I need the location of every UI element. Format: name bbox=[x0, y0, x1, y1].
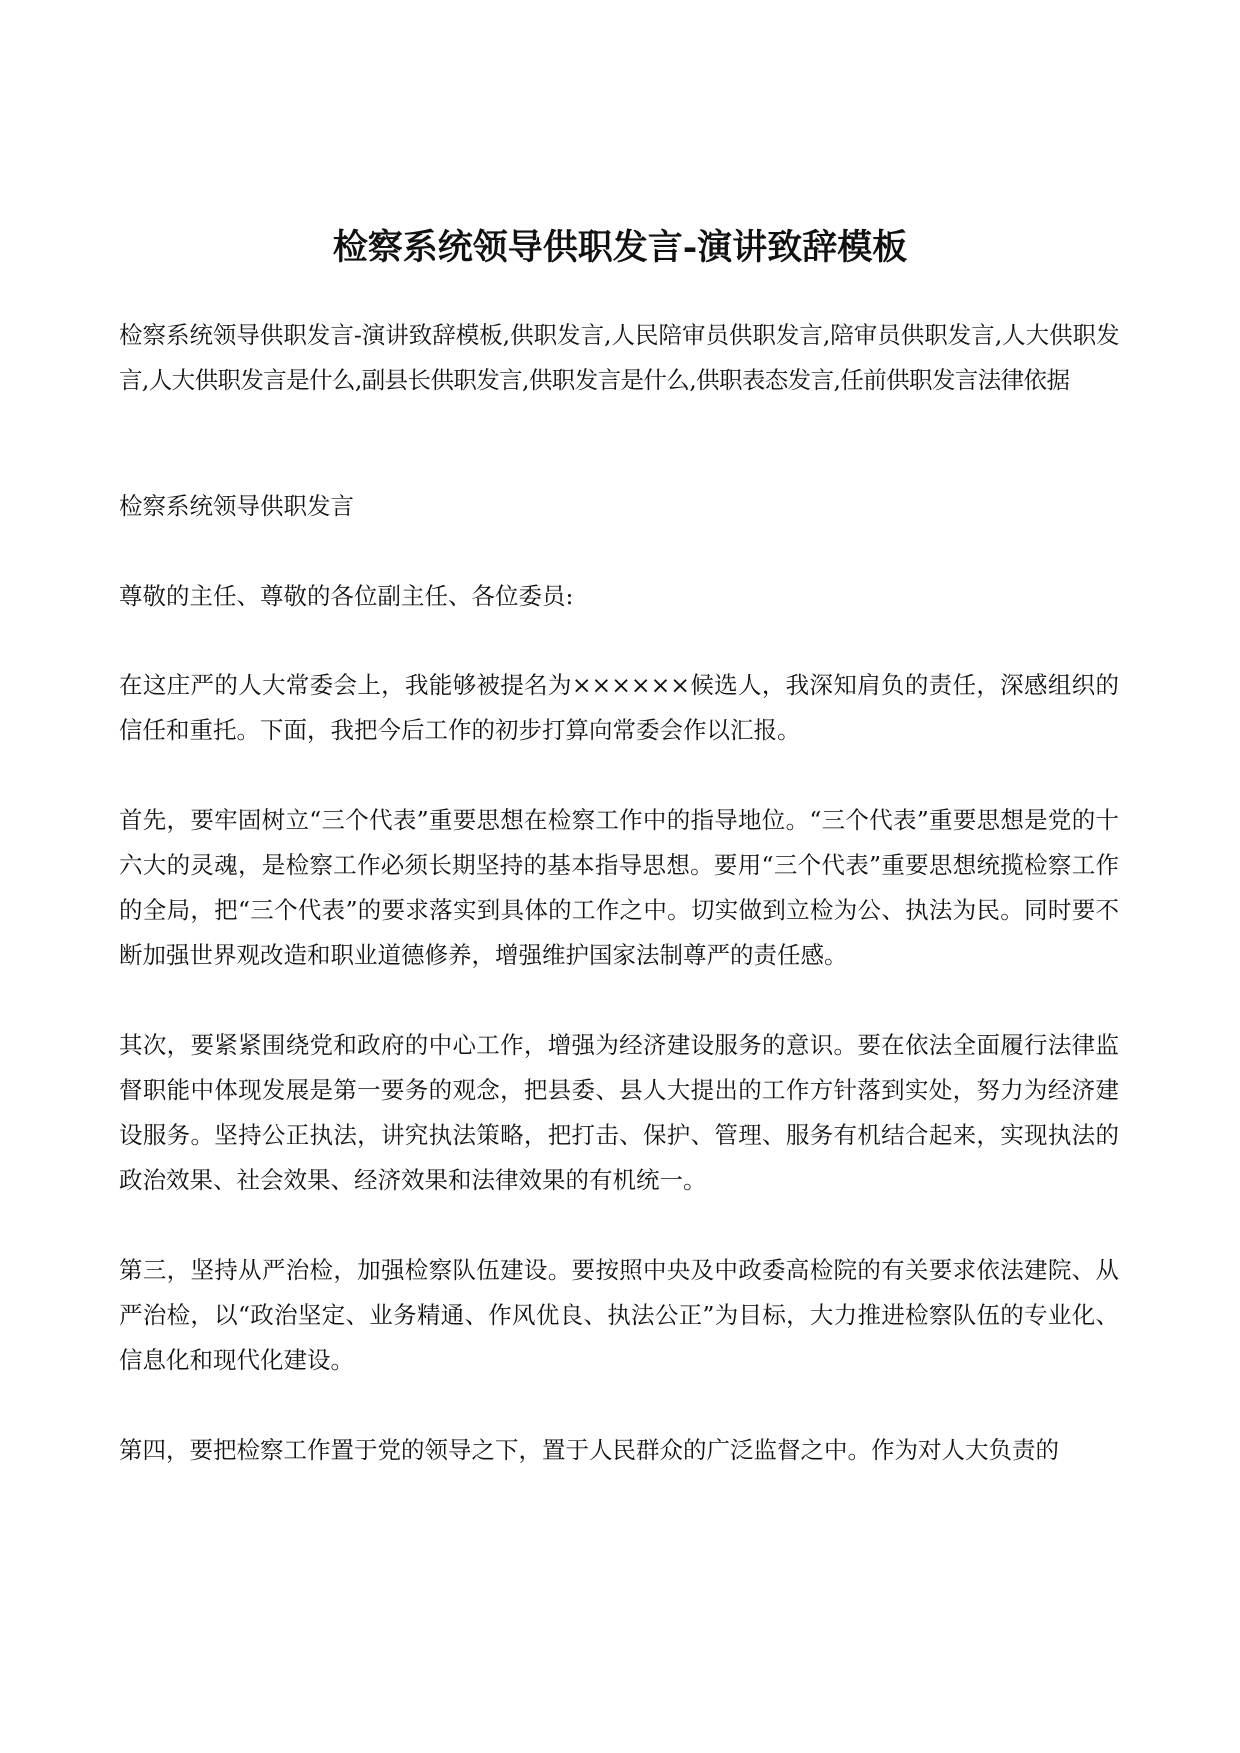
body-paragraph-second: 其次，要紧紧围绕党和政府的中心工作，增强为经济建设服务的意识。要在依法全面履行法律监督职能中体现发展是第一要务的观念，把县委、县人大提出的工作方针落到实处，努力为经济建设服务。坚持公正执法，讲究执法策略，把打击、保护、管理、服务有机结合起来，实现执法的政治效果、社会效果、经济效果和法律效果的有机统一。 bbox=[119, 1031, 1119, 1194]
document-title: 检察系统领导供职发言-演讲致辞模板 bbox=[332, 227, 908, 268]
keywords-paragraph: 检察系统领导供职发言-演讲致辞模板,供职发言,人民陪审员供职发言,陪审员供职发言,人大供职发言,人大供职发言是什么,副县长供职发言,供职发言是什么,供职表态发言,任前供职发言法律依据 bbox=[119, 321, 1119, 394]
body-paragraph-third: 第三，坚持从严治检，加强检察队伍建设。要按照中央及中政委高检院的有关要求依法建院、从严治检，以“政治坚定、业务精通、作风优良、执法公正”为目标，大力推进检察队伍的专业化、信息化和现代化建设。 bbox=[119, 1256, 1119, 1374]
body-paragraph-first: 首先，要牢固树立“三个代表”重要思想在检察工作中的指导地位。“三个代表”重要思想是党的十六大的灵魂，是检察工作必须长期坚持的基本指导思想。要用“三个代表”重要思想统揽检察工作的全局，把“三个代表”的要求落实到具体的工作之中。切实做到立检为公、执法为民。同时要不断加强世界观改造和职业道德修养，增强维护国家法制尊严的责任感。 bbox=[119, 806, 1119, 969]
body-paragraph-fourth: 第四，要把检察工作置于党的领导之下，置于人民群众的广泛监督之中。作为对人大负责的 bbox=[119, 1436, 1059, 1464]
salutation-paragraph: 尊敬的主任、尊敬的各位副主任、各位委员: bbox=[119, 582, 574, 610]
subtitle-paragraph: 检察系统领导供职发言 bbox=[119, 492, 354, 520]
body-paragraph-intro: 在这庄严的人大常委会上，我能够被提名为××××××候选人，我深知肩负的责任，深感组织的信任和重托。下面，我把今后工作的初步打算向常委会作以汇报。 bbox=[119, 671, 1119, 744]
